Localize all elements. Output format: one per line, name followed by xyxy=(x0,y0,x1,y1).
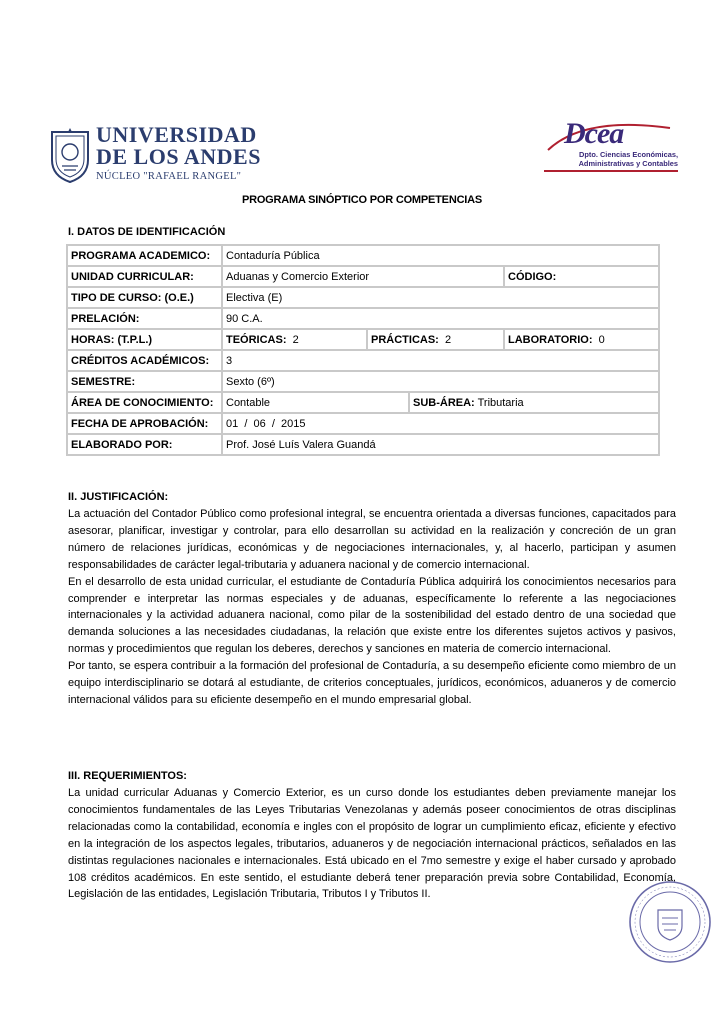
practicas-value: 2 xyxy=(444,333,452,346)
creditos-label: CRÉDITOS ACADÉMICOS: xyxy=(67,350,222,371)
official-stamp-icon xyxy=(628,880,712,964)
tipo-label: TIPO DE CURSO: (O.E.) xyxy=(67,287,222,308)
semestre-value: Sexto (6º) xyxy=(222,371,659,392)
section-identification-heading: I. DATOS DE IDENTIFICACIÓN xyxy=(68,226,226,238)
table-row xyxy=(67,434,659,455)
programa-label: PROGRAMA ACADEMICO: xyxy=(67,245,222,266)
identification-table xyxy=(66,244,660,456)
university-name-line2: DE LOS ANDES xyxy=(96,144,261,169)
university-name-line1: UNIVERSIDAD xyxy=(96,122,257,147)
programa-value: Contaduría Pública xyxy=(222,245,659,266)
elaborado-label: ELABORADO POR: xyxy=(67,434,222,455)
table-row xyxy=(67,329,659,350)
laboratorio-value: 0 xyxy=(598,333,605,346)
prelacion-value: 90 C.A. xyxy=(222,308,659,329)
practicas-cell xyxy=(367,329,504,350)
department-logo-mark: Dcea xyxy=(564,117,624,150)
area-value: Contable xyxy=(222,392,409,413)
unidad-value: Aduanas y Comercio Exterior xyxy=(222,266,504,287)
subarea-cell xyxy=(409,392,659,413)
laboratorio-cell xyxy=(504,329,659,350)
elaborado-value: Prof. José Luís Valera Guandá xyxy=(222,434,659,455)
table-row xyxy=(67,245,659,266)
codigo-cell xyxy=(504,266,659,287)
laboratorio-label: LABORATORIO: xyxy=(508,333,593,346)
teoricas-cell xyxy=(222,329,367,350)
tipo-value: Electiva (E) xyxy=(222,287,659,308)
table-row xyxy=(67,350,659,371)
department-rule xyxy=(544,170,678,172)
table-row xyxy=(67,392,659,413)
table-row xyxy=(67,308,659,329)
fecha-value: 01 / 06 / 2015 xyxy=(222,413,659,434)
requerimientos-text xyxy=(68,785,676,903)
justificacion-paragraph-2: En el desarrollo de esta unidad curricular, el estudiante de Contaduría Pública adquirirá los conocimientos necesarios para comprender e interpretar las normas especiales y de aduanas, específicamente lo referente a las negociaciones internacionales y la actividad aduanera nacional, como pilar de la sostenibilidad del estado dentro de una sociedad que demanda soluciones a las necesidades ciudadanas, la relación que existe entre los diferentes sujetos activos y pasivos, normas y procedimientos que regulan los deberes, derechos y sanciones en materia de comercio internacional. xyxy=(68,575,676,656)
document-title: PROGRAMA SINÓPTICO POR COMPETENCIAS xyxy=(241,194,483,206)
table-row xyxy=(67,287,659,308)
subarea-label: SUB-ÁREA: xyxy=(413,396,475,409)
subarea-value: Tributaria xyxy=(477,396,524,409)
teoricas-value: 2 xyxy=(292,333,299,346)
department-name xyxy=(552,150,678,168)
area-label: ÁREA DE CONOCIMIENTO: xyxy=(67,392,222,413)
justificacion-paragraph-1: La actuación del Contador Público como profesional integral, se encuentra orientada a diversas funciones, capacitados para asesorar, planificar, investigar y controlar, para ello desarrollan su actividad en la realización y concreción de un gran número de relaciones jurídicas, económicas y de negociaciones internacionales, y, al hacerlo, participan y asumen responsabilidades de carácter legal-tributaria y aduanera nacional y de comercio internacional. xyxy=(68,508,676,571)
teoricas-label: TEÓRICAS: xyxy=(226,333,287,346)
codigo-label: CÓDIGO: xyxy=(508,270,557,283)
justificacion-text xyxy=(68,506,676,709)
department-logo xyxy=(544,118,678,174)
horas-label: HORAS: (T.P.L.) xyxy=(67,329,222,350)
table-row xyxy=(67,266,659,287)
section-justificacion-heading: II. JUSTIFICACIÓN: xyxy=(68,491,169,503)
requerimientos-paragraph-1: La unidad curricular Aduanas y Comercio Exterior, es un curso donde los estudiantes deben previamente manejar los conocimientos fundamentales de las Leyes Tributarias Venezolanas y además poseer conocimientos de otras disciplinas relacionadas como la contabilidad, economía e ingles con el propósito de lograr un cumplimiento eficaz, eficiente y efectivo en la integración de los aspectos legales, tributarios, aduaneros y de negociación internacional prácticos, señalados en las distintas regulaciones nacionales e internacionales. Está ubicado en el 7mo semestre y exige el haber cursado y aprobado 108 créditos académicos. En este sentido, el estudiante deberá tener preparación previa sobre Contabilidad, Economía, Legislación de las entidades, Legislación Tributaria, Tributos I y Tributos II. xyxy=(68,787,676,901)
fecha-label: FECHA DE APROBACIÓN: xyxy=(67,413,222,434)
creditos-value: 3 xyxy=(222,350,659,371)
semestre-label: SEMESTRE: xyxy=(67,371,222,392)
department-name-line1: Dpto. Ciencias Económicas, xyxy=(579,150,678,159)
unidad-label: UNIDAD CURRICULAR: xyxy=(67,266,222,287)
prelacion-label: PRELACIÓN: xyxy=(67,308,222,329)
department-name-line2: Administrativas y Contables xyxy=(578,159,678,168)
university-seal-icon xyxy=(48,126,92,184)
table-row xyxy=(67,413,659,434)
section-requerimientos-heading: III. REQUERIMIENTOS: xyxy=(68,770,187,782)
university-campus: NÚCLEO "RAFAEL RANGEL" xyxy=(96,171,242,182)
practicas-label: PRÁCTICAS: xyxy=(371,333,439,346)
university-logo xyxy=(48,122,261,188)
table-row xyxy=(67,371,659,392)
justificacion-paragraph-3: Por tanto, se espera contribuir a la formación del profesional de Contaduría, a su desempeño eficiente como miembro de un equipo interdisciplinario se dotará al estudiante, de criterios conceptuales, jurídicos, económicos, aduaneros y de comercio internacional válidos para su eficiente desempeño en el mundo empresarial global. xyxy=(68,660,676,706)
